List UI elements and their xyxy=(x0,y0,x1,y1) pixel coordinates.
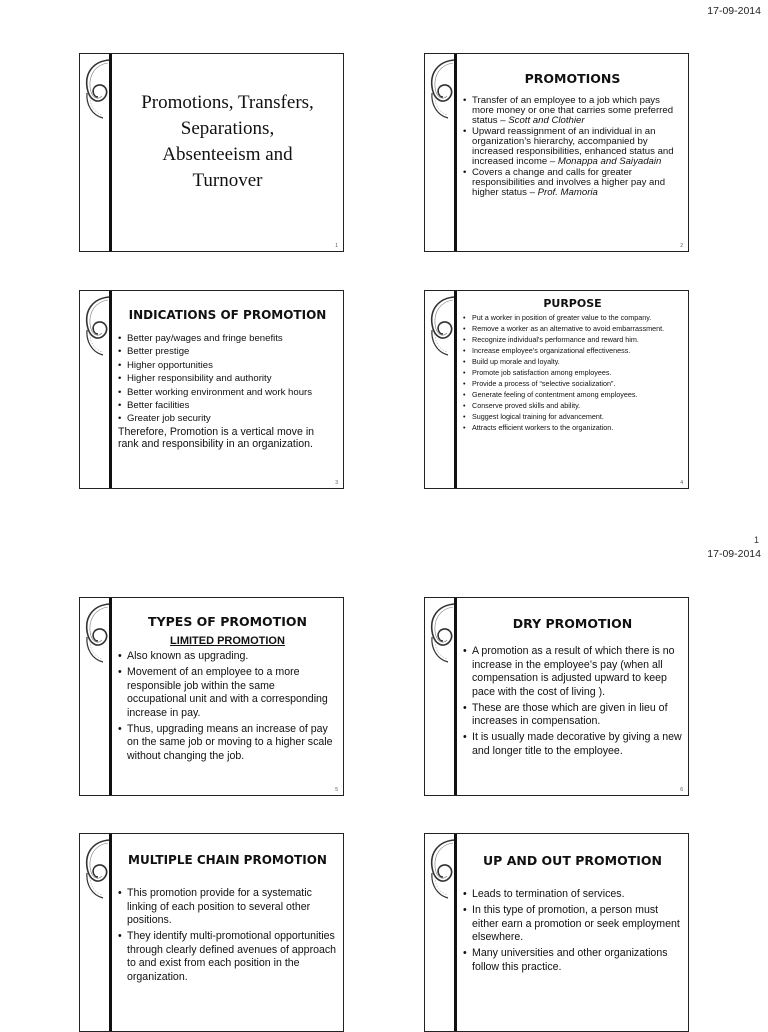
definition-text: Upward reassignment of an individual in an organization’s hierarchy, accompanied by increased responsibilities, enhanced status and increased income – xyxy=(472,126,674,167)
slide-divider-bar xyxy=(454,833,457,1032)
list-item xyxy=(463,127,682,167)
list-item: • This promotion provide for a systematic linking of each position to several other positions. xyxy=(118,887,337,928)
definition-source: Monappa and Saiyadain xyxy=(557,156,662,167)
definition-source: Prof. Mamoria xyxy=(537,187,598,198)
slide-number: 1 xyxy=(335,243,338,249)
slide-purpose xyxy=(424,290,689,489)
definition-list xyxy=(463,96,682,198)
slide-heading: MULTIPLE CHAIN PROMOTION xyxy=(128,853,327,867)
dry-promotion-list xyxy=(463,645,682,758)
list-item: • Promote job satisfaction among employees. xyxy=(463,369,682,377)
slide-heading: PURPOSE xyxy=(543,297,602,310)
slide-divider-bar xyxy=(109,290,112,489)
list-item: • Remove a worker as an alternative to avoid embarrassment. xyxy=(463,325,682,333)
types-list xyxy=(118,650,337,763)
list-item: • Conserve proved skills and ability. xyxy=(463,402,682,410)
list-item: • They identify multi-promotional opportunities through clearly defined avenues of approach to and exist from each position in the organization. xyxy=(118,930,337,984)
slide-number: 2 xyxy=(680,243,683,249)
indication-list xyxy=(118,332,337,426)
list-item: • Recognize individual’s performance and reward him. xyxy=(463,336,682,344)
slide-dry-promotion xyxy=(424,597,689,796)
up-and-out-list xyxy=(463,888,682,974)
slide-up-and-out-promotion xyxy=(424,833,689,1032)
list-item: • Greater job security xyxy=(118,412,337,425)
list-item: • It is usually made decorative by giving a new and longer title to the employee. xyxy=(463,731,682,758)
slide-title xyxy=(79,53,344,252)
purpose-list xyxy=(463,314,682,432)
slide-indications xyxy=(79,290,344,489)
list-item: • Attracts efficient workers to the organization. xyxy=(463,424,682,432)
list-item: • Build up morale and loyalty. xyxy=(463,358,682,366)
conclusion-text: Therefore, Promotion is a vertical move in rank and responsibility in an organization. xyxy=(118,425,315,451)
list-item: • Movement of an employee to a more responsible job within the same occupational unit and with a corresponding increase in pay. xyxy=(118,666,337,720)
presentation-title xyxy=(118,90,337,194)
slide-heading: TYPES OF PROMOTION xyxy=(148,614,307,629)
slide-number: 6 xyxy=(680,787,683,793)
slide-divider-bar xyxy=(454,53,457,252)
slide-divider-bar xyxy=(109,833,112,1032)
title-line: Promotions, Transfers, xyxy=(141,92,314,113)
definition-source: Scott and Clothier xyxy=(508,115,585,126)
list-item: • Better pay/wages and fringe benefits xyxy=(118,332,337,345)
slide-heading: DRY PROMOTION xyxy=(512,616,633,631)
slide-multiple-chain-promotion xyxy=(79,833,344,1032)
slide-number: 4 xyxy=(680,480,683,486)
slide-promotions xyxy=(424,53,689,252)
list-item: • Higher responsibility and authority xyxy=(118,372,337,385)
list-item: • Put a worker in position of greater value to the company. xyxy=(463,314,682,322)
slide-divider-bar xyxy=(454,597,457,796)
list-item: • In this type of promotion, a person must either earn a promotion or seek employment elsewhere. xyxy=(463,904,682,945)
slide-types-of-promotion xyxy=(79,597,344,796)
slide-heading: INDICATIONS OF PROMOTION xyxy=(128,308,327,322)
list-item: • Generate feeling of contentment among employees. xyxy=(463,391,682,399)
list-item xyxy=(463,168,682,198)
slide-divider-bar xyxy=(109,53,112,252)
list-item: • Many universities and other organizations follow this practice. xyxy=(463,947,682,974)
multiple-chain-list xyxy=(118,887,337,984)
title-line: Separations, xyxy=(180,118,275,139)
definition-text: Covers a change and calls for greater responsibilities and involves a higher pay and higher status – xyxy=(472,167,666,198)
list-item: • Better prestige xyxy=(118,345,337,358)
page-number: 1 xyxy=(753,535,759,545)
slide-heading: PROMOTIONS xyxy=(524,71,621,86)
list-item: • These are those which are given in lieu of increases in compensation. xyxy=(463,702,682,729)
definition-text: Transfer of an employee to a job which pays more money or one that carries some preferred status – xyxy=(472,95,674,126)
list-item: • Better facilities xyxy=(118,399,337,412)
slide-heading: UP AND OUT PROMOTION xyxy=(483,853,662,868)
list-item xyxy=(463,96,682,126)
list-item: • Provide a process of “selective socialization”. xyxy=(463,380,682,388)
list-item: • Also known as upgrading. xyxy=(118,650,337,664)
slide-divider-bar xyxy=(454,290,457,489)
page-date: 17-09-2014 xyxy=(707,548,761,560)
list-item: • Increase employee’s organizational effectiveness. xyxy=(463,347,682,355)
list-item: • Leads to termination of services. xyxy=(463,888,682,902)
page-date: 17-09-2014 xyxy=(707,5,761,17)
slide-subheading: LIMITED PROMOTION xyxy=(170,635,285,647)
slide-divider-bar xyxy=(109,597,112,796)
list-item: • Higher opportunities xyxy=(118,359,337,372)
list-item: • Better working environment and work hours xyxy=(118,386,337,399)
list-item: • A promotion as a result of which there is no increase in the employee’s pay (when all compensation is adjusted upward to keep pace with the cost of living ). xyxy=(463,645,682,699)
list-item: • Thus, upgrading means an increase of pay on the same job or moving to a higher scale without changing the job. xyxy=(118,723,337,764)
slide-number: 5 xyxy=(335,787,338,793)
title-line: Absenteeism and xyxy=(162,144,293,165)
title-line: Turnover xyxy=(192,170,263,191)
slide-number: 3 xyxy=(335,480,338,486)
list-item: • Suggest logical training for advancement. xyxy=(463,413,682,421)
